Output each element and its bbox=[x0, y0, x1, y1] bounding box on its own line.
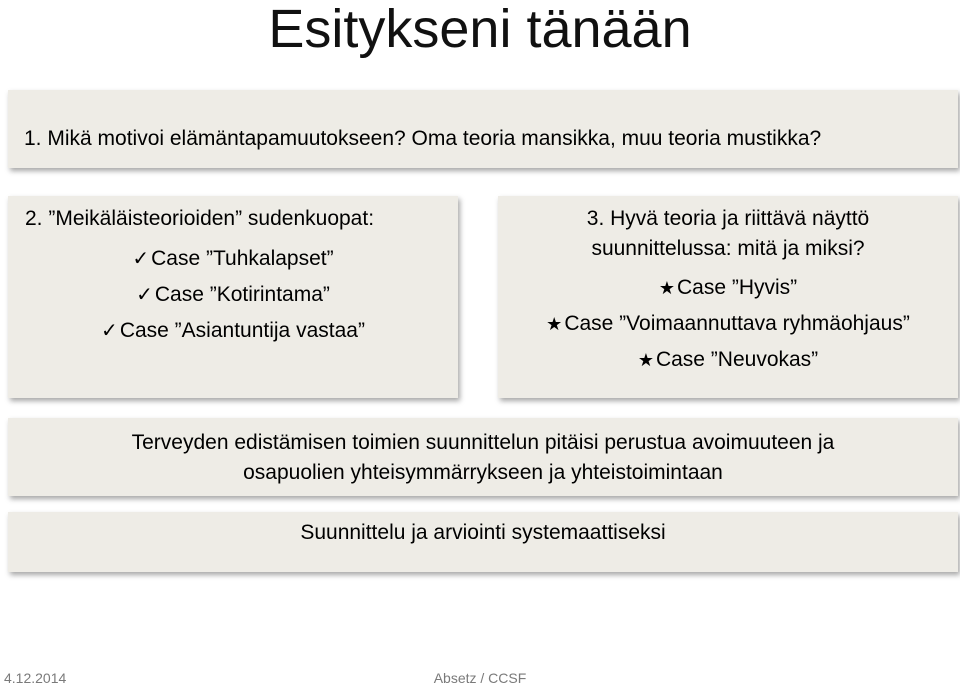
footer-author: Absetz / CCSF bbox=[433, 670, 527, 686]
list-item-label: Case ”Voimaannuttava ryhmäohjaus” bbox=[564, 312, 910, 335]
principle-line: osapuolien yhteisymmärrykseen ja yhteistoimintaan bbox=[243, 461, 723, 484]
list-item-label: Case ”Asiantuntija vastaa” bbox=[119, 319, 365, 342]
list-item-label: Case ”Kotirintama” bbox=[154, 283, 330, 306]
heading-line: suunnittelussa: mitä ja miksi? bbox=[591, 237, 865, 260]
good-theory-list bbox=[498, 270, 958, 378]
list-item-label: Case ”Neuvokas” bbox=[655, 348, 819, 371]
pitfalls-heading: 2. ”Meikäläisteorioiden” sudenkuopat: bbox=[25, 207, 375, 230]
planning-text: Suunnittelu ja arviointi systemaattiseksi bbox=[300, 521, 666, 544]
list-item bbox=[8, 313, 458, 349]
good-theory-heading bbox=[498, 204, 958, 264]
star-icon: ★ bbox=[658, 278, 675, 298]
principle-box bbox=[8, 418, 958, 496]
list-item bbox=[498, 306, 958, 342]
principle-line: Terveyden edistämisen toimien suunnittelun pitäisi perustua avoimuuteen ja bbox=[131, 431, 835, 454]
checkmark-icon: ✓ bbox=[136, 284, 153, 306]
pitfalls-list bbox=[8, 241, 458, 349]
list-item bbox=[8, 241, 458, 277]
heading-line: 3. Hyvä teoria ja riittävä näyttö bbox=[586, 207, 870, 230]
list-item bbox=[8, 277, 458, 313]
list-item-label: Case ”Tuhkalapset” bbox=[151, 247, 334, 270]
checkmark-icon: ✓ bbox=[132, 248, 150, 270]
motivation-question: 1. Mikä motivoi elämäntapamuutokseen? Oma teoria mansikka, muu teoria mustikka? bbox=[24, 127, 822, 150]
planning-box bbox=[8, 512, 958, 572]
pitfalls-box bbox=[8, 196, 458, 398]
list-item-label: Case ”Hyvis” bbox=[676, 276, 798, 299]
list-item bbox=[498, 270, 958, 306]
list-item bbox=[498, 342, 958, 378]
star-icon: ★ bbox=[546, 314, 563, 334]
principle-text bbox=[8, 428, 958, 488]
star-icon: ★ bbox=[637, 350, 654, 370]
slide-title: Esitykseni tänään bbox=[268, 0, 692, 59]
footer-date: 4.12.2014 bbox=[4, 670, 67, 686]
motivation-box bbox=[8, 90, 958, 168]
checkmark-icon: ✓ bbox=[101, 320, 118, 342]
good-theory-box bbox=[498, 196, 958, 398]
